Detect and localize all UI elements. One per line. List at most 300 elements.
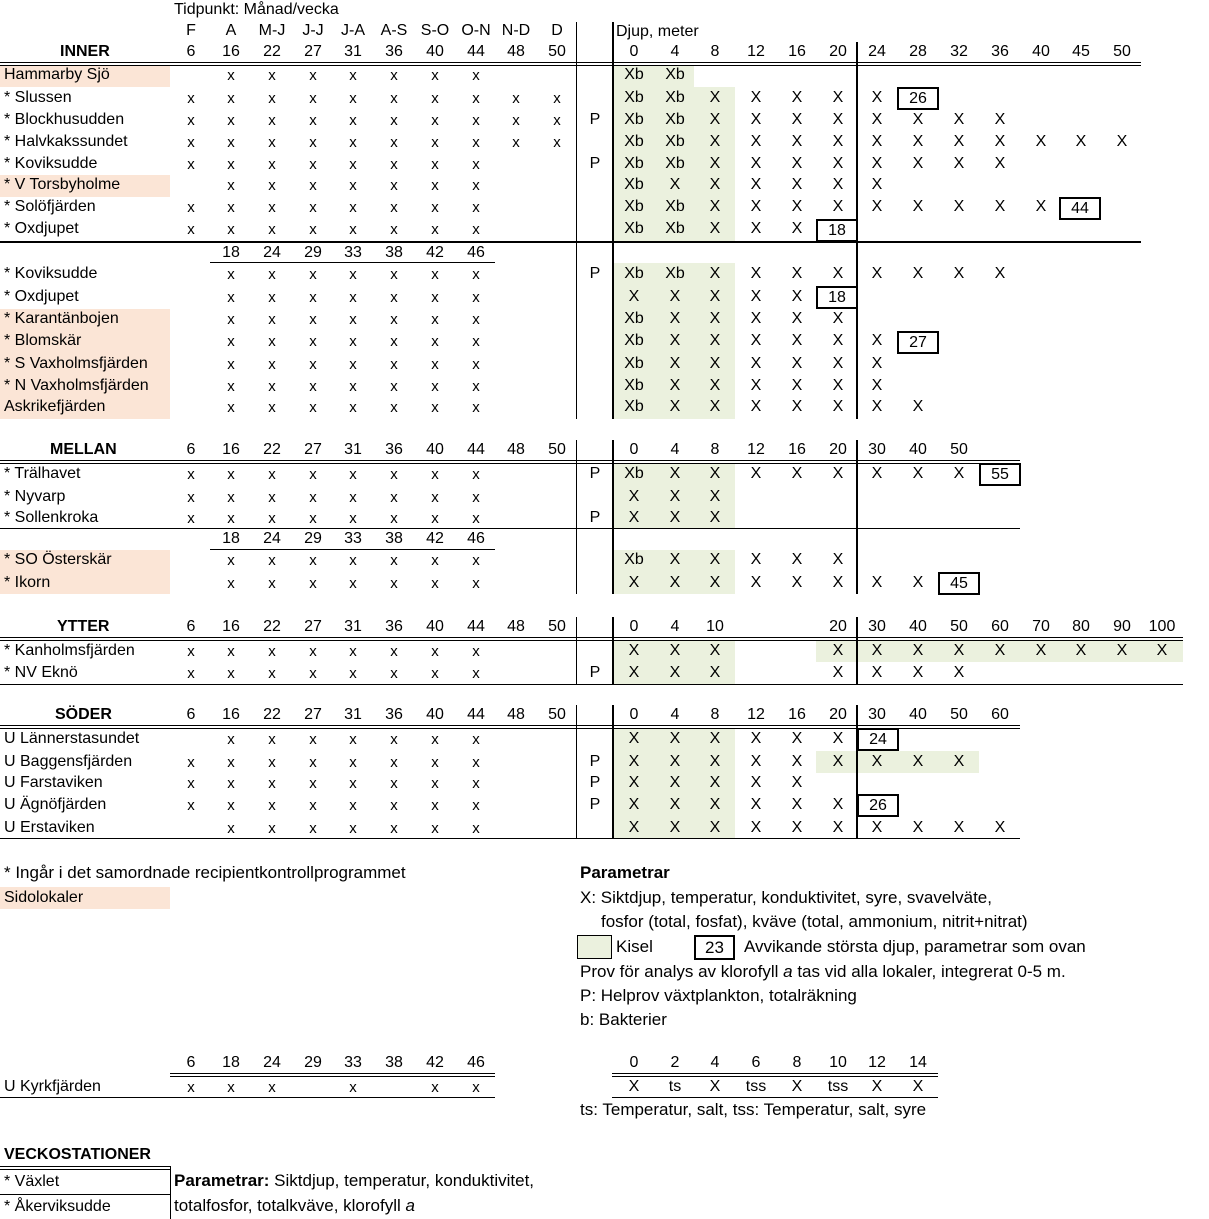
week-mark: x bbox=[390, 199, 398, 216]
week-label: 31 bbox=[344, 441, 362, 458]
depth-mark: Xb bbox=[624, 465, 644, 482]
station-name: * Sollenkroka bbox=[4, 509, 99, 526]
depth-mark: X bbox=[953, 465, 965, 482]
depth-label: 0 bbox=[629, 43, 639, 60]
depth-mark: X bbox=[832, 819, 844, 836]
week-mark: x bbox=[227, 775, 235, 792]
week-mark: x bbox=[187, 643, 195, 660]
week-mark: x bbox=[227, 289, 235, 306]
depth-mark: X bbox=[1116, 133, 1128, 150]
depth-mark: X bbox=[628, 819, 640, 836]
week-mark: x bbox=[472, 289, 480, 306]
station-name: Hammarby Sjö bbox=[4, 66, 110, 83]
depth-mark: X bbox=[912, 574, 924, 591]
depth-mark: X bbox=[628, 642, 640, 659]
depth-mark: Xb bbox=[624, 111, 644, 128]
week-mark: x bbox=[472, 399, 480, 416]
week-mark: x bbox=[349, 510, 357, 527]
depth-mark: X bbox=[669, 642, 681, 659]
week-mark: x bbox=[349, 266, 357, 283]
month-label: J-J bbox=[302, 22, 324, 39]
depth-mark: Xb bbox=[624, 66, 644, 83]
p-mark: P bbox=[589, 753, 601, 770]
station-name: Askrikefjärden bbox=[4, 398, 106, 415]
depth-label: 60 bbox=[991, 618, 1009, 635]
inner-title: INNER bbox=[60, 43, 110, 60]
week-mark: x bbox=[472, 489, 480, 506]
depth-label: 16 bbox=[788, 706, 806, 723]
week-mark: x bbox=[472, 356, 480, 373]
depth-mark: X bbox=[709, 753, 721, 770]
deviation-box: 24 bbox=[857, 728, 899, 751]
depth-mark: X bbox=[709, 111, 721, 128]
station-name: U Erstaviken bbox=[4, 819, 95, 836]
depth-label: 40 bbox=[909, 706, 927, 723]
week-label: 16 bbox=[222, 43, 240, 60]
week-mark: x bbox=[512, 134, 520, 151]
week-mark: x bbox=[472, 731, 480, 748]
week-label: 50 bbox=[548, 618, 566, 635]
week-mark: x bbox=[349, 289, 357, 306]
deviation-box: 55 bbox=[979, 463, 1021, 486]
depth-mark: X bbox=[709, 288, 721, 305]
week-mark: x bbox=[390, 797, 398, 814]
depth-mark: X bbox=[628, 774, 640, 791]
depth-mark: X bbox=[791, 155, 803, 172]
depth-mark: X bbox=[669, 465, 681, 482]
deviation-box: 44 bbox=[1059, 197, 1101, 220]
rule bbox=[170, 1076, 495, 1077]
kisel-swatch bbox=[577, 935, 612, 959]
week-mark: x bbox=[431, 754, 439, 771]
depth-mark: X bbox=[1035, 642, 1047, 659]
depth-mark: X bbox=[871, 111, 883, 128]
week-mark: x bbox=[431, 643, 439, 660]
depth-mark: X bbox=[953, 642, 965, 659]
sub-week-label: 46 bbox=[467, 244, 485, 261]
week-mark: x bbox=[268, 199, 276, 216]
week-label: 44 bbox=[467, 441, 485, 458]
week-mark: x bbox=[390, 754, 398, 771]
week-mark: x bbox=[268, 731, 276, 748]
depth-mark: X bbox=[832, 176, 844, 193]
depth-mark: X bbox=[871, 753, 883, 770]
week-mark: x bbox=[268, 489, 276, 506]
mellan-title: MELLAN bbox=[50, 441, 117, 458]
depth-mark: Xb bbox=[665, 265, 685, 282]
depth-label: 12 bbox=[868, 1054, 886, 1071]
week-mark: x bbox=[309, 356, 317, 373]
depth-mark: Xb bbox=[624, 176, 644, 193]
week-mark: x bbox=[309, 643, 317, 660]
week-mark: x bbox=[390, 575, 398, 592]
depth-mark: Xb bbox=[624, 133, 644, 150]
week-label: 46 bbox=[467, 1054, 485, 1071]
depth-mark: X bbox=[750, 198, 762, 215]
depth-label: 40 bbox=[909, 441, 927, 458]
depth-mark: X bbox=[628, 574, 640, 591]
week-mark: x bbox=[349, 221, 357, 238]
station-name: * V Torsbyholme bbox=[4, 176, 121, 193]
depth-mark: X bbox=[750, 111, 762, 128]
station-name: * Slussen bbox=[4, 89, 72, 106]
week-label: 22 bbox=[263, 618, 281, 635]
week-label: 40 bbox=[426, 706, 444, 723]
depth-mark: X bbox=[1075, 642, 1087, 659]
depth-mark: X bbox=[750, 551, 762, 568]
week-mark: x bbox=[227, 797, 235, 814]
depth-mark: X bbox=[791, 220, 803, 237]
week-mark: x bbox=[309, 177, 317, 194]
week-mark: x bbox=[227, 399, 235, 416]
rule bbox=[0, 460, 1020, 461]
week-mark: x bbox=[431, 266, 439, 283]
week-mark: x bbox=[431, 575, 439, 592]
week-mark: x bbox=[309, 134, 317, 151]
depth-mark: X bbox=[628, 488, 640, 505]
depth-mark: X bbox=[791, 265, 803, 282]
week-mark: x bbox=[309, 378, 317, 395]
depth-label: 12 bbox=[747, 43, 765, 60]
depth-mark: X bbox=[709, 377, 721, 394]
depth-mark: X bbox=[832, 642, 844, 659]
week-mark: x bbox=[553, 90, 561, 107]
depth-mark: X bbox=[669, 509, 681, 526]
week-mark: x bbox=[309, 266, 317, 283]
week-label: 27 bbox=[304, 618, 322, 635]
week-mark: x bbox=[390, 156, 398, 173]
week-mark: x bbox=[349, 311, 357, 328]
station-name: U Lännerstasundet bbox=[4, 730, 140, 747]
week-mark: x bbox=[309, 311, 317, 328]
week-mark: x bbox=[472, 378, 480, 395]
week-label: 24 bbox=[263, 1054, 281, 1071]
depth-mark: X bbox=[912, 265, 924, 282]
rule bbox=[0, 62, 1141, 63]
week-mark: x bbox=[472, 575, 480, 592]
week-mark: x bbox=[390, 731, 398, 748]
depth-mark: X bbox=[791, 111, 803, 128]
week-mark: x bbox=[268, 356, 276, 373]
week-mark: x bbox=[309, 575, 317, 592]
week-mark: x bbox=[431, 489, 439, 506]
week-mark: x bbox=[390, 510, 398, 527]
deviation-box: 26 bbox=[857, 794, 899, 817]
week-label: 36 bbox=[385, 618, 403, 635]
week-mark: x bbox=[309, 797, 317, 814]
depth-mark: X bbox=[750, 220, 762, 237]
depth-label: 40 bbox=[909, 618, 927, 635]
week-mark: x bbox=[472, 333, 480, 350]
depth-mark: X bbox=[953, 133, 965, 150]
week-mark: x bbox=[268, 797, 276, 814]
week-mark: x bbox=[472, 266, 480, 283]
depth-mark: X bbox=[912, 753, 924, 770]
week-mark: x bbox=[309, 775, 317, 792]
week-mark: x bbox=[309, 399, 317, 416]
rule bbox=[170, 1073, 495, 1074]
depth-mark: X bbox=[750, 377, 762, 394]
depth-mark: X bbox=[832, 155, 844, 172]
depth-mark: X bbox=[832, 465, 844, 482]
station-name: U Farstaviken bbox=[4, 774, 103, 791]
week-mark: x bbox=[187, 221, 195, 238]
depth-mark: X bbox=[953, 664, 965, 681]
week-mark: x bbox=[390, 333, 398, 350]
week-mark: x bbox=[309, 489, 317, 506]
week-mark: x bbox=[309, 67, 317, 84]
deviation-box: 26 bbox=[897, 87, 939, 110]
depth-mark: X bbox=[871, 664, 883, 681]
depth-mark: X bbox=[669, 664, 681, 681]
depth-mark: X bbox=[709, 730, 721, 747]
week-mark: x bbox=[187, 112, 195, 129]
depth-mark: X bbox=[709, 509, 721, 526]
week-label: 48 bbox=[507, 441, 525, 458]
depth-mark: X bbox=[871, 465, 883, 482]
param-x2: fosfor (total, fosfat), kväve (total, ammonium, nitrit+nitrat) bbox=[601, 912, 1028, 931]
depth-label: 20 bbox=[829, 706, 847, 723]
week-mark: x bbox=[227, 489, 235, 506]
depth-mark: X bbox=[709, 796, 721, 813]
depth-mark: X bbox=[709, 89, 721, 106]
depth-label: 90 bbox=[1113, 618, 1131, 635]
week-mark: x bbox=[472, 510, 480, 527]
depth-label: 2 bbox=[670, 1054, 680, 1071]
depth-label: 4 bbox=[670, 706, 680, 723]
depth-mark: Xb bbox=[624, 332, 644, 349]
depth-label: 4 bbox=[670, 441, 680, 458]
rule bbox=[0, 637, 1183, 638]
p-mark: P bbox=[589, 796, 601, 813]
week-mark: x bbox=[309, 510, 317, 527]
depth-mark: X bbox=[709, 574, 721, 591]
week-mark: x bbox=[472, 199, 480, 216]
depth-mark: Xb bbox=[665, 220, 685, 237]
week-mark: x bbox=[349, 177, 357, 194]
week-mark: x bbox=[187, 199, 195, 216]
depth-mark: X bbox=[709, 774, 721, 791]
week-mark: x bbox=[553, 112, 561, 129]
month-label: D bbox=[551, 22, 563, 39]
depth-label: 0 bbox=[629, 1054, 639, 1071]
depth-mark: X bbox=[709, 642, 721, 659]
depth-mark: X bbox=[750, 176, 762, 193]
week-mark: x bbox=[431, 665, 439, 682]
depth-mark: X bbox=[832, 198, 844, 215]
week-label: 36 bbox=[385, 43, 403, 60]
depth-mark: X bbox=[791, 133, 803, 150]
depth-label: 10 bbox=[706, 618, 724, 635]
week-mark: x bbox=[431, 67, 439, 84]
sub-week-label: 38 bbox=[385, 244, 403, 261]
week-mark: x bbox=[227, 378, 235, 395]
station-name: * Solöfjärden bbox=[4, 198, 96, 215]
station-name: * Halvkakssundet bbox=[4, 133, 128, 150]
week-mark: x bbox=[268, 510, 276, 527]
station-name: * Koviksudde bbox=[4, 155, 98, 172]
param-title: Parametrar bbox=[580, 863, 670, 882]
depth-mark: X bbox=[709, 265, 721, 282]
depth-mark: X bbox=[750, 796, 762, 813]
week-mark: x bbox=[309, 665, 317, 682]
depth-mark: X bbox=[1116, 642, 1128, 659]
depth-mark: X bbox=[832, 664, 844, 681]
week-mark: x bbox=[431, 221, 439, 238]
week-mark: x bbox=[187, 1079, 195, 1096]
depth-mark: X bbox=[628, 1078, 640, 1095]
week-mark: x bbox=[431, 112, 439, 129]
sub-week-label: 46 bbox=[467, 530, 485, 547]
depth-label: 50 bbox=[950, 441, 968, 458]
depth-mark: X bbox=[832, 398, 844, 415]
depth-label: 50 bbox=[950, 706, 968, 723]
depth-label: 10 bbox=[829, 1054, 847, 1071]
vecko-param-line2: totalfosfor, totalkväve, klorofyll bbox=[174, 1196, 406, 1215]
week-label: 6 bbox=[186, 1054, 196, 1071]
week-mark: x bbox=[309, 156, 317, 173]
p-mark: P bbox=[589, 111, 601, 128]
depth-mark: X bbox=[669, 551, 681, 568]
depth-mark: X bbox=[750, 774, 762, 791]
week-mark: x bbox=[227, 221, 235, 238]
depth-mark: X bbox=[791, 819, 803, 836]
depth-mark: X bbox=[669, 730, 681, 747]
sub-week-label: 29 bbox=[304, 530, 322, 547]
week-mark: x bbox=[349, 67, 357, 84]
depth-mark: X bbox=[871, 642, 883, 659]
depth-mark: X bbox=[871, 1078, 883, 1095]
ytter-title: YTTER bbox=[57, 618, 110, 635]
depth-mark: X bbox=[709, 198, 721, 215]
week-mark: x bbox=[268, 266, 276, 283]
depth-mark: X bbox=[791, 310, 803, 327]
week-mark: x bbox=[227, 90, 235, 107]
week-mark: x bbox=[268, 134, 276, 151]
sub-week-label: 42 bbox=[426, 244, 444, 261]
depth-mark: X bbox=[709, 310, 721, 327]
klorofyll-italic: a bbox=[783, 962, 793, 981]
station-name: * S Vaxholmsfjärden bbox=[4, 355, 148, 372]
week-mark: x bbox=[227, 199, 235, 216]
depth-mark: X bbox=[871, 332, 883, 349]
week-mark: x bbox=[472, 552, 480, 569]
week-mark: x bbox=[268, 754, 276, 771]
deviation-box: 27 bbox=[897, 331, 939, 354]
depth-mark: X bbox=[669, 819, 681, 836]
week-mark: x bbox=[431, 356, 439, 373]
week-label: 6 bbox=[186, 441, 196, 458]
depth-mark: X bbox=[832, 89, 844, 106]
week-mark: x bbox=[390, 643, 398, 660]
week-label: 48 bbox=[507, 706, 525, 723]
week-mark: x bbox=[390, 378, 398, 395]
sub-week-label: 33 bbox=[344, 244, 362, 261]
week-mark: x bbox=[431, 510, 439, 527]
week-mark: x bbox=[390, 134, 398, 151]
depth-label: 30 bbox=[868, 618, 886, 635]
week-mark: x bbox=[268, 378, 276, 395]
week-mark: x bbox=[349, 1079, 357, 1096]
depth-mark: X bbox=[994, 111, 1006, 128]
month-label: A-S bbox=[380, 22, 408, 39]
sub-week-label: 33 bbox=[344, 530, 362, 547]
depth-mark: X bbox=[871, 355, 883, 372]
depth-mark: X bbox=[912, 398, 924, 415]
depth-label: 28 bbox=[909, 43, 927, 60]
week-mark: x bbox=[187, 797, 195, 814]
depth-mark: Xb bbox=[665, 198, 685, 215]
depth-label: 60 bbox=[991, 706, 1009, 723]
depth-mark: X bbox=[832, 133, 844, 150]
depth-mark: X bbox=[871, 265, 883, 282]
depth-label: 36 bbox=[991, 43, 1009, 60]
week-mark: x bbox=[431, 775, 439, 792]
depth-mark: X bbox=[709, 551, 721, 568]
week-mark: x bbox=[187, 775, 195, 792]
depth-mark: X bbox=[953, 819, 965, 836]
week-mark: x bbox=[268, 311, 276, 328]
week-label: 31 bbox=[344, 43, 362, 60]
station-name: * Kanholmsfjärden bbox=[4, 642, 135, 659]
week-mark: x bbox=[472, 156, 480, 173]
depth-mark: X bbox=[750, 753, 762, 770]
depth-label: 16 bbox=[788, 441, 806, 458]
depth-mark: X bbox=[791, 398, 803, 415]
week-mark: x bbox=[187, 134, 195, 151]
vecko-param-1 bbox=[174, 1171, 534, 1191]
sub-week-label: 38 bbox=[385, 530, 403, 547]
week-mark: x bbox=[309, 112, 317, 129]
depth-mark: X bbox=[709, 398, 721, 415]
week-mark: x bbox=[390, 665, 398, 682]
week-label: 40 bbox=[426, 441, 444, 458]
week-mark: x bbox=[431, 289, 439, 306]
week-mark: x bbox=[349, 643, 357, 660]
week-mark: x bbox=[390, 289, 398, 306]
week-mark: x bbox=[268, 177, 276, 194]
depth-mark: X bbox=[709, 176, 721, 193]
week-label: 42 bbox=[426, 1054, 444, 1071]
week-mark: x bbox=[268, 665, 276, 682]
depth-mark: X bbox=[709, 819, 721, 836]
b-text: b: Bakterier bbox=[580, 1010, 667, 1029]
station-name: * Ikorn bbox=[4, 574, 51, 591]
week-mark: x bbox=[349, 112, 357, 129]
week-mark: x bbox=[390, 177, 398, 194]
depth-mark: Xb bbox=[624, 398, 644, 415]
rule bbox=[612, 1097, 938, 1098]
depth-mark: Xb bbox=[624, 198, 644, 215]
vecko-title: VECKOSTATIONER bbox=[4, 1146, 151, 1163]
week-mark: x bbox=[268, 67, 276, 84]
week-mark: x bbox=[390, 311, 398, 328]
week-mark: x bbox=[349, 552, 357, 569]
depth-label: 100 bbox=[1148, 618, 1176, 635]
depth-mark: X bbox=[871, 398, 883, 415]
depth-label: 0 bbox=[629, 706, 639, 723]
depth-mark: X bbox=[709, 155, 721, 172]
week-mark: x bbox=[553, 134, 561, 151]
depth-mark: X bbox=[832, 332, 844, 349]
depth-label: 20 bbox=[829, 618, 847, 635]
week-mark: x bbox=[349, 378, 357, 395]
deviation-box: 18 bbox=[816, 219, 858, 242]
depth-mark: X bbox=[709, 332, 721, 349]
week-mark: x bbox=[268, 156, 276, 173]
klorofyll-a: Prov för analys av klorofyll bbox=[580, 962, 784, 981]
week-mark: x bbox=[268, 112, 276, 129]
